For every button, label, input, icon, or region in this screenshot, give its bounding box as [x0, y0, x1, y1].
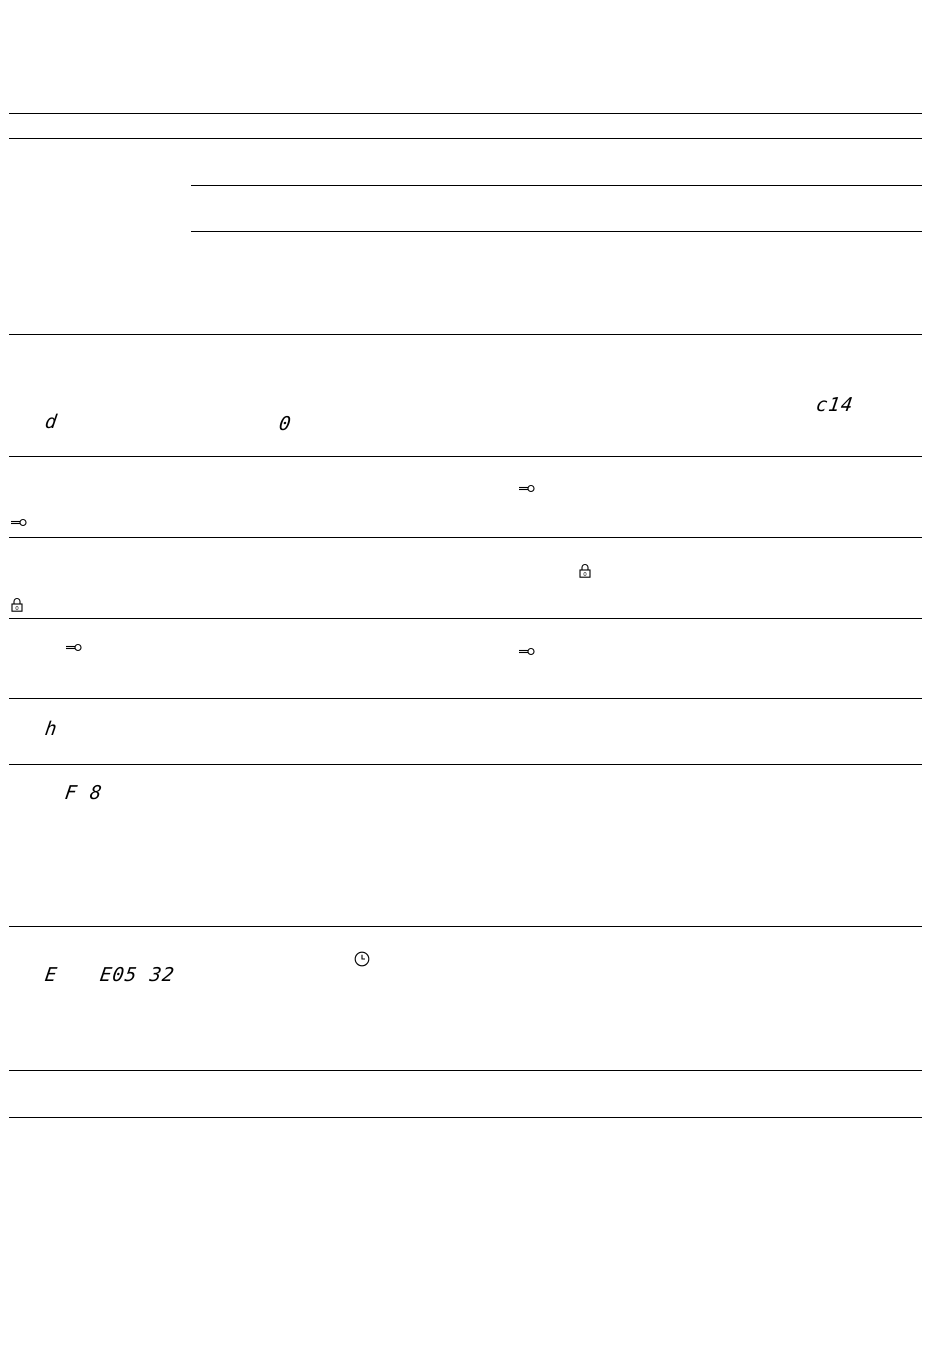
- row-rule: [9, 537, 922, 538]
- display-h: h: [43, 718, 60, 740]
- table-top-rule: [9, 113, 922, 114]
- row-rule: [9, 1070, 922, 1071]
- display-zero: 0: [277, 413, 294, 435]
- key-icon: [518, 647, 535, 656]
- display-f8: F 8: [63, 782, 104, 804]
- svg-text:0: 0: [15, 606, 19, 612]
- row-1-sub-rule-a: [191, 185, 922, 186]
- row-rule: [9, 618, 922, 619]
- lock-icon: [11, 597, 23, 612]
- table-bottom-rule: [9, 1117, 922, 1118]
- display-e: E: [43, 964, 60, 986]
- key-icon: [10, 518, 27, 527]
- row-1-sub-rule-b: [191, 231, 922, 232]
- key-icon: [518, 484, 535, 493]
- lock-icon: [579, 563, 591, 578]
- row-rule: [9, 334, 922, 335]
- row-rule: [9, 456, 922, 457]
- display-c14: c14: [814, 394, 855, 416]
- display-d: d: [43, 411, 60, 433]
- row-rule: [9, 698, 922, 699]
- header-rule: [9, 138, 922, 139]
- display-e0532: E05 32: [98, 964, 177, 986]
- clock-icon: [354, 951, 370, 967]
- svg-text:0: 0: [583, 572, 587, 578]
- key-icon: [65, 643, 82, 652]
- row-rule: [9, 764, 922, 765]
- row-rule: [9, 926, 922, 927]
